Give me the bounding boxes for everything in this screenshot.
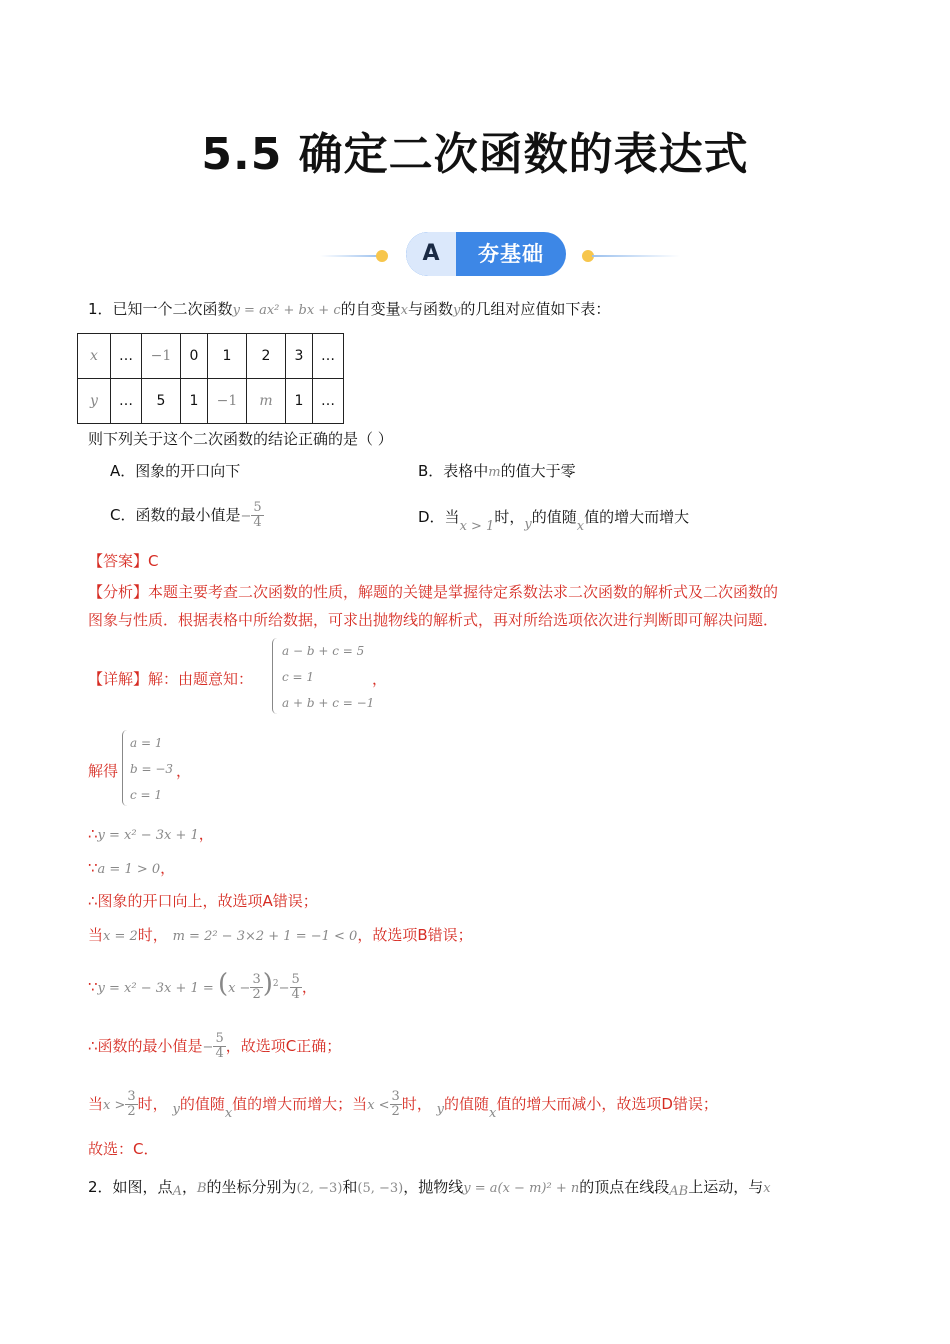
value-table [77,333,344,424]
step-3: ∴图象的开口向上，故选项A错误； [88,892,318,910]
q2-point-a: A [172,1184,182,1199]
table-cell: 2 [247,334,286,379]
detail-comma: ， [198,825,214,843]
table-cell: m [247,379,286,424]
q2-sep: ， [181,1178,197,1196]
frac-den: 2 [391,1104,400,1119]
frac-num: 3 [127,1089,136,1104]
q2-text-4: ，抛物线 [403,1178,464,1196]
section-letter: A [406,232,456,276]
step-7-text-5: 时， [401,1095,432,1113]
step-7-cond: x > [103,1098,126,1113]
step-1 [88,823,214,847]
detail-comma: ， [372,670,388,688]
q2-number: 2． [88,1178,113,1196]
option-c-neg: − [240,509,252,524]
step-5 [88,962,317,1011]
system2-eq: b = −3 [130,762,174,776]
step-7-text-2: 时， [137,1095,168,1113]
frac-den: 2 [252,987,261,1002]
table-cell: y [78,379,111,424]
option-d-text-3: 的值随 [531,508,577,526]
step-4 [88,924,473,948]
option-d-var-y: y [524,517,532,532]
q2-stem [88,1176,771,1200]
table-cell: … [111,334,142,379]
option-b-text-2: 的值大于零 [500,462,576,480]
step-6-text: ∴函数的最小值是 [88,1037,203,1055]
frac-den: 4 [253,515,262,530]
frac-num: 5 [215,1031,224,1046]
analysis-line-1 [88,581,778,603]
step-6-text-2: ，故选项C正确； [225,1037,342,1055]
q2-var-x: x [763,1181,771,1196]
detail-comma: ， [176,762,192,780]
step-5-x: x − [228,981,251,996]
answer [88,550,159,572]
table-cell: −1 [142,334,181,379]
table-cell: … [313,379,344,424]
step-4-text: 当 [88,926,104,944]
detail-comma: ， [160,859,176,877]
section-header [320,228,680,280]
step-5-square: 2 [272,979,279,989]
step-4-cond: x = 2 [103,929,138,944]
analysis-label: 【分析】 [88,583,149,601]
system1-eq: c = 1 [282,670,315,684]
option-c-text: C．函数的最小值是 [110,506,241,524]
page-title: 5.5 确定二次函数的表达式 [201,129,749,180]
detail-intro-text: 解：由题意知： [148,670,254,688]
answer-value: C [148,552,159,570]
q2-text-5: 的顶点在线段 [579,1178,670,1196]
q1-text: 已知一个二次函数 [112,300,233,318]
option-b [418,460,576,484]
step-6 [88,1024,341,1070]
step-7-text-7: 值的增大而减小，故选项D错误； [496,1095,718,1113]
option-d-cond: x > 1 [459,519,495,534]
section-line-left [320,255,380,257]
step-7-text-6: 的值随 [443,1095,489,1113]
detail-intro [88,668,253,690]
step-7-var-y: y [436,1102,444,1117]
system2-eq: a = 1 [130,736,163,750]
q1-ask: 则下列关于这个二次函数的结论正确的是（ ） [88,430,393,448]
paren-close: ) [262,969,273,999]
q2-coord-2: (5, −3) [357,1181,404,1196]
table-cell: 1 [208,334,247,379]
frac-num: 5 [253,500,262,515]
option-d-text-2: 时， [494,508,525,526]
solve-label: 解得 [88,762,119,780]
table-cell: −1 [208,379,247,424]
table-cell: … [313,334,344,379]
q1-var-x: x [400,303,408,318]
step-7-fraction [125,1090,137,1119]
q1-number: 1． [88,300,113,318]
q2-text-6: 上运动，与 [688,1178,764,1196]
q1-text-4: 的几组对应值如下表： [460,300,611,318]
therefore-symbol: ∴ [88,825,98,843]
table-cell: 5 [142,379,181,424]
step-7-text: 当 [88,1095,104,1113]
table-cell: … [111,379,142,424]
step-5-neg: − [278,981,290,996]
table-cell: 0 [181,334,208,379]
system2 [130,730,173,808]
q2-text: 如图，点 [112,1178,173,1196]
q1-stem [88,298,610,322]
section-dot-left [376,250,388,262]
paren-open: ( [217,969,229,999]
frac-num: 5 [291,972,300,987]
step-5-lhs: y = x² − 3x + 1 = [97,981,218,996]
section-label: 夯基础 [478,242,544,266]
step-6-neg: − [202,1040,214,1055]
q1-text-2: 的自变量 [340,300,401,318]
answer-label: 【答案】 [88,552,149,570]
frac-den: 4 [215,1046,224,1061]
step-4-text-2: 时， [137,926,168,944]
q2-text-3: 和 [342,1178,358,1196]
option-d-text-4: 值的增大而增大 [584,508,690,526]
option-d-text: D．当 [418,508,460,526]
step-6-fraction [213,1032,225,1061]
step-7-text-3: 的值随 [179,1095,225,1113]
option-d [418,506,690,534]
table-cell: 1 [286,379,313,424]
step-5-fraction-2 [290,973,302,1002]
analysis-line-2: 图象与性质．根据表格中所给数据，可求出抛物线的解析式，再对所给选项依次进行判断即可解决问题． [88,611,779,629]
q2-function: y = a(x − m)² + n [463,1181,580,1196]
frac-den: 2 [127,1104,136,1119]
q1-function: y = ax² + bx + c [232,303,341,318]
step-5-fraction [250,973,262,1002]
because-symbol: ∵ [88,859,98,877]
table-row-y [78,379,344,424]
system1-brace [272,638,277,714]
table-cell: x [78,334,111,379]
step-7-cond-2: x < [367,1098,390,1113]
step-7-var-y: y [172,1102,180,1117]
frac-num: 3 [391,1089,400,1104]
detail-comma: ， [301,978,317,996]
section-badge [406,232,566,276]
final-answer: 故选：C． [88,1140,159,1158]
step-2-expr: a = 1 > 0 [97,862,161,877]
step-2 [88,857,175,881]
step-4-text-3: ，故选项B错误； [357,926,473,944]
system1-eq: a − b + c = 5 [282,644,365,658]
detail-label: 【详解】 [88,670,149,688]
table-cell: 3 [286,334,313,379]
system2-brace [122,730,127,806]
system1-eq: a + b + c = −1 [282,696,375,710]
table-cell: 1 [181,379,208,424]
system1 [282,638,374,716]
step-1-expr: y = x² − 3x + 1 [97,828,199,843]
option-c [110,495,264,537]
table-row-x [78,334,344,379]
q2-text-2: 的坐标分别为 [206,1178,297,1196]
option-b-var: m [488,465,501,480]
frac-den: 4 [291,987,300,1002]
option-d-var-x: x [576,519,585,534]
system2-eq: c = 1 [130,788,163,802]
step-7-var-x: x [489,1106,497,1121]
q2-coord-1: (2, −3) [296,1181,343,1196]
q2-segment: AB [669,1184,689,1199]
q1-text-3: 与函数 [407,300,453,318]
step-7 [88,1082,718,1128]
option-c-fraction [251,501,263,530]
step-7-fraction-2 [390,1090,402,1119]
q1-var-y: y [452,303,461,318]
because-symbol: ∵ [88,978,98,996]
q2-point-b: B [196,1181,207,1196]
option-b-text: B．表格中 [418,462,489,480]
step-7-var-x: x [224,1106,233,1121]
option-a: A．图象的开口向下 [110,462,241,480]
section-line-right [592,255,680,257]
step-7-text-4: 值的增大而增大；当 [232,1095,368,1113]
analysis-text: 本题主要考查二次函数的性质，解题的关键是掌握待定系数法求二次函数的解析式及二次函数的 [148,583,779,601]
step-4-expr: m = 2² − 3×2 + 1 = −1 < 0 [172,929,358,944]
frac-num: 3 [252,972,261,987]
